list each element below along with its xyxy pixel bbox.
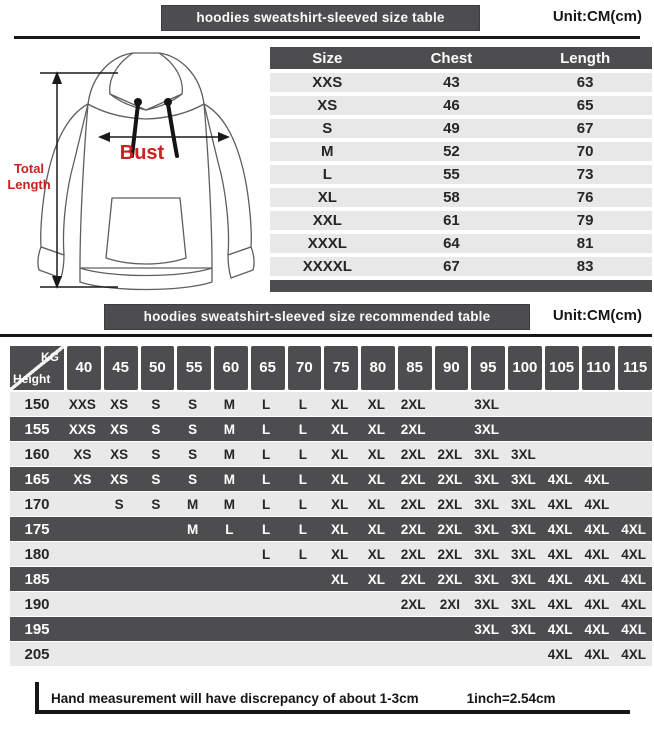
size-cell: 3XL: [474, 421, 499, 437]
weight-header-cell: 60: [214, 346, 248, 390]
size-cell: 2XL: [400, 546, 426, 562]
size-cell: XS: [110, 446, 129, 462]
size-table-cell-length: 73: [518, 165, 652, 184]
size-cell: XL: [367, 396, 385, 412]
size-cell: L: [262, 396, 271, 412]
rec-table-row: [10, 517, 652, 541]
size-table-cell-chest: 52: [385, 142, 519, 161]
size-cell: L: [262, 521, 271, 537]
size-cell: XXS: [68, 421, 96, 437]
size-table-cell-length: 63: [518, 73, 652, 92]
size-table-cell-size: M: [270, 142, 385, 161]
drawstring-knot-left: [134, 98, 142, 106]
size-table-wrap: [268, 40, 654, 297]
size-table-row: [270, 257, 652, 276]
size-cell: 3XL: [474, 396, 499, 412]
size-cell: S: [151, 421, 161, 437]
size-cell: 3XL: [474, 521, 499, 537]
size-table-row: [270, 165, 652, 184]
size-table-cell-chest: 58: [385, 188, 519, 207]
size-cell: 2XL: [400, 571, 426, 587]
size-cell: 3XL: [510, 471, 536, 487]
size-cell: 4XL: [547, 521, 573, 537]
size-cell: 4XL: [547, 596, 573, 612]
size-cell: XS: [110, 396, 129, 412]
size-table-cell-size: XXXL: [270, 234, 385, 253]
size-cell: L: [262, 546, 271, 562]
size-table-cell-size: XXS: [270, 73, 385, 92]
size-cell: XL: [330, 496, 349, 512]
size-table-cell-length: 79: [518, 211, 652, 230]
size-table-cell-length: 67: [518, 119, 652, 138]
rec-table-row: [10, 392, 652, 416]
size-cell: 4XL: [547, 546, 573, 562]
size-cell: 4XL: [584, 596, 610, 612]
size-cell: XS: [73, 446, 92, 462]
size-table-header-cell: Chest: [385, 47, 519, 69]
weight-header-cell: 105: [545, 346, 579, 390]
size-cell: 4XL: [584, 546, 610, 562]
height-cell: 175: [24, 520, 50, 538]
size-cell: L: [298, 396, 307, 412]
height-cell: 165: [24, 470, 50, 488]
size-table-row: [270, 73, 652, 92]
size-cell: 2XL: [437, 446, 463, 462]
size-cell: S: [151, 396, 161, 412]
size-table-row: [270, 211, 652, 230]
size-cell: XL: [367, 521, 385, 537]
size-table-cell-size: XS: [270, 96, 385, 115]
corner-kg-label: KG: [41, 350, 59, 364]
size-cell: XL: [367, 471, 385, 487]
size-table-cell-size: XXL: [270, 211, 385, 230]
size-cell: 3XL: [510, 546, 536, 562]
height-cell: 205: [24, 645, 50, 663]
size-cell: 4XL: [621, 646, 646, 662]
size-cell: 2XL: [437, 546, 463, 562]
weight-header-cell: 65: [251, 346, 285, 390]
rec-table-row: [10, 467, 652, 491]
size-table-cell-chest: 46: [385, 96, 519, 115]
height-cell: 160: [24, 445, 50, 463]
size-cell: L: [298, 421, 307, 437]
weight-header-cell: 85: [398, 346, 432, 390]
size-table-row: [270, 188, 652, 207]
weight-header-cell: 45: [104, 346, 138, 390]
rec-table-body: [10, 392, 652, 666]
size-cell: S: [188, 396, 198, 412]
size-cell: XL: [330, 446, 349, 462]
size-table-cell-length: 83: [518, 257, 652, 276]
size-cell: XXS: [68, 396, 96, 412]
size-cell: L: [298, 496, 307, 512]
rec-table-row: [10, 592, 652, 616]
size-cell: XL: [330, 471, 349, 487]
weight-header-cell: 95: [471, 346, 505, 390]
size-table-cell-size: XL: [270, 188, 385, 207]
weight-header-cell: 75: [324, 346, 358, 390]
size-cell: 4XL: [584, 471, 610, 487]
size-cell: XL: [330, 521, 349, 537]
size-cell: 2XL: [437, 571, 463, 587]
size-cell: 4XL: [621, 621, 646, 637]
size-cell: 2XL: [437, 496, 463, 512]
rec-table-row: [10, 417, 652, 441]
size-cell: M: [223, 396, 235, 412]
size-cell: 3XL: [510, 621, 536, 637]
size-cell: 3XL: [474, 446, 499, 462]
size-table-cell-length: 70: [518, 142, 652, 161]
recommended-table-title: hoodies sweatshirt-sleeved size recommended table: [104, 304, 530, 330]
divider-bottom: [0, 334, 652, 337]
size-cell: XS: [73, 471, 92, 487]
size-table-cell-chest: 64: [385, 234, 519, 253]
size-cell: 4XL: [547, 496, 573, 512]
size-table: [270, 43, 652, 280]
height-cell: 185: [24, 570, 50, 588]
hoodie-body: [80, 104, 212, 268]
rec-table-row: [10, 542, 652, 566]
size-cell: 2XL: [437, 471, 463, 487]
weight-header-cell: 70: [288, 346, 322, 390]
size-cell: 3XL: [510, 596, 536, 612]
size-cell: 2XL: [400, 446, 426, 462]
size-table-title: hoodies sweatshirt-sleeved size table: [161, 5, 480, 31]
size-cell: L: [262, 471, 271, 487]
size-table-cell-size: S: [270, 119, 385, 138]
size-cell: L: [225, 521, 234, 537]
weight-header-cell: 90: [435, 346, 469, 390]
height-cell: 170: [24, 495, 50, 513]
inch-conversion: 1inch=2.54cm: [466, 690, 556, 706]
size-cell: XS: [110, 421, 129, 437]
weight-header-cell: 50: [141, 346, 175, 390]
unit-label-bottom: Unit:CM(cm): [552, 307, 642, 324]
size-cell: 2XL: [400, 421, 426, 437]
bust-label: Bust: [119, 142, 165, 164]
size-cell: 2XL: [437, 521, 463, 537]
size-cell: 3XL: [510, 496, 536, 512]
size-cell: S: [151, 446, 161, 462]
size-cell: 4XL: [621, 546, 646, 562]
hoodie-hood: [88, 53, 204, 119]
size-cell: XL: [330, 546, 349, 562]
size-cell: M: [187, 496, 199, 512]
size-cell: 4XL: [547, 571, 573, 587]
size-table-cell-chest: 49: [385, 119, 519, 138]
size-cell: 2XL: [400, 521, 426, 537]
size-cell: 2XL: [400, 596, 426, 612]
size-cell: 3XL: [474, 546, 499, 562]
size-cell: M: [223, 421, 235, 437]
height-cell: 150: [24, 395, 50, 413]
measurement-disclaimer: Hand measurement will have discrepancy of about 1-3cm: [51, 690, 419, 706]
size-cell: 3XL: [474, 621, 499, 637]
rec-table-row: [10, 642, 652, 666]
size-cell: S: [188, 471, 198, 487]
size-cell: 4XL: [584, 521, 610, 537]
size-table-cell-chest: 43: [385, 73, 519, 92]
weight-header-cell: 80: [361, 346, 395, 390]
size-cell: 3XL: [474, 596, 499, 612]
weight-header-cell: 100: [508, 346, 542, 390]
drawstring-knot-right: [164, 98, 172, 106]
divider-top: [14, 36, 640, 39]
section2-header: [0, 304, 654, 331]
size-cell: 4XL: [584, 646, 610, 662]
size-cell: XL: [330, 421, 349, 437]
size-table-body: [270, 73, 652, 276]
size-cell: 3XL: [510, 571, 536, 587]
hoodie-illustration: [0, 40, 268, 297]
section1-header: [0, 5, 654, 32]
size-cell: M: [223, 496, 235, 512]
size-cell: L: [262, 421, 271, 437]
unit-label-top: Unit:CM(cm): [552, 8, 642, 25]
total-length-label-line2: Length: [7, 177, 51, 192]
size-table-cell-length: 81: [518, 234, 652, 253]
section1-body: [0, 40, 654, 297]
size-cell: XL: [367, 446, 385, 462]
size-cell: 4XL: [584, 571, 610, 587]
rec-table-header-row: [10, 346, 652, 390]
total-length-label-line1: Total: [13, 161, 45, 176]
size-cell: 2XL: [400, 471, 426, 487]
size-table-cell-size: XXXXL: [270, 257, 385, 276]
size-table-row: [270, 234, 652, 253]
size-cell: S: [151, 496, 161, 512]
height-cell: 195: [24, 620, 50, 638]
size-cell: L: [298, 521, 307, 537]
corner-height-label: Height: [13, 372, 51, 386]
size-cell: S: [114, 496, 124, 512]
size-table-header-cell: Size: [270, 47, 385, 69]
size-cell: S: [188, 446, 198, 462]
size-table-cell-chest: 61: [385, 211, 519, 230]
recommended-size-table: [10, 346, 652, 666]
size-cell: L: [298, 546, 307, 562]
size-cell: 4XL: [621, 521, 646, 537]
rec-table-row: [10, 492, 652, 516]
size-cell: S: [151, 471, 161, 487]
size-cell: XL: [367, 496, 385, 512]
size-cell: XL: [367, 571, 385, 587]
size-cell: 3XL: [510, 446, 536, 462]
size-cell: 4XL: [547, 646, 573, 662]
size-cell: 2XL: [400, 396, 426, 412]
size-table-cell-chest: 55: [385, 165, 519, 184]
footer-note: [35, 682, 630, 714]
size-cell: 4XL: [621, 596, 646, 612]
size-cell: S: [188, 421, 198, 437]
size-table-header-cell: Length: [518, 47, 652, 69]
size-cell: XS: [110, 471, 129, 487]
weight-header-cell: 55: [177, 346, 211, 390]
height-cell: 155: [24, 420, 50, 438]
size-table-cell-length: 76: [518, 188, 652, 207]
size-cell: L: [262, 446, 271, 462]
size-cell: M: [223, 446, 235, 462]
size-cell: 3XL: [474, 496, 499, 512]
size-table-row: [270, 142, 652, 161]
size-table-cell-length: 65: [518, 96, 652, 115]
size-cell: 4XL: [547, 471, 573, 487]
size-cell: 3XL: [474, 571, 499, 587]
size-cell: M: [223, 471, 235, 487]
size-table-row: [270, 119, 652, 138]
height-cell: 180: [24, 545, 50, 563]
rec-table-row: [10, 567, 652, 591]
size-cell: XL: [367, 546, 385, 562]
size-table-cell-size: L: [270, 165, 385, 184]
size-cell: M: [187, 521, 199, 537]
height-cell: 190: [24, 595, 50, 613]
size-cell: 4XL: [584, 496, 610, 512]
size-table-header-row: [270, 47, 652, 69]
rec-table-row: [10, 442, 652, 466]
corner-cell: [10, 346, 64, 390]
size-table-row: [270, 96, 652, 115]
size-cell: L: [298, 446, 307, 462]
weight-header-cell: 40: [67, 346, 101, 390]
size-cell: 4XL: [621, 571, 646, 587]
size-cell: 4XL: [584, 621, 610, 637]
size-cell: XL: [330, 571, 349, 587]
size-cell: 2XI: [439, 596, 460, 612]
size-cell: 2XL: [400, 496, 426, 512]
size-table-bottom-bar: [270, 280, 652, 292]
weight-header-cell: 110: [582, 346, 616, 390]
size-cell: XL: [367, 421, 385, 437]
size-cell: XL: [330, 396, 349, 412]
size-cell: L: [298, 471, 307, 487]
size-table-cell-chest: 67: [385, 257, 519, 276]
hoodie-diagram: [0, 40, 268, 297]
size-cell: 4XL: [547, 621, 573, 637]
size-cell: 3XL: [510, 521, 536, 537]
weight-header-cell: 115: [618, 346, 652, 390]
rec-table-row: [10, 617, 652, 641]
size-cell: 3XL: [474, 471, 499, 487]
size-cell: L: [262, 496, 271, 512]
